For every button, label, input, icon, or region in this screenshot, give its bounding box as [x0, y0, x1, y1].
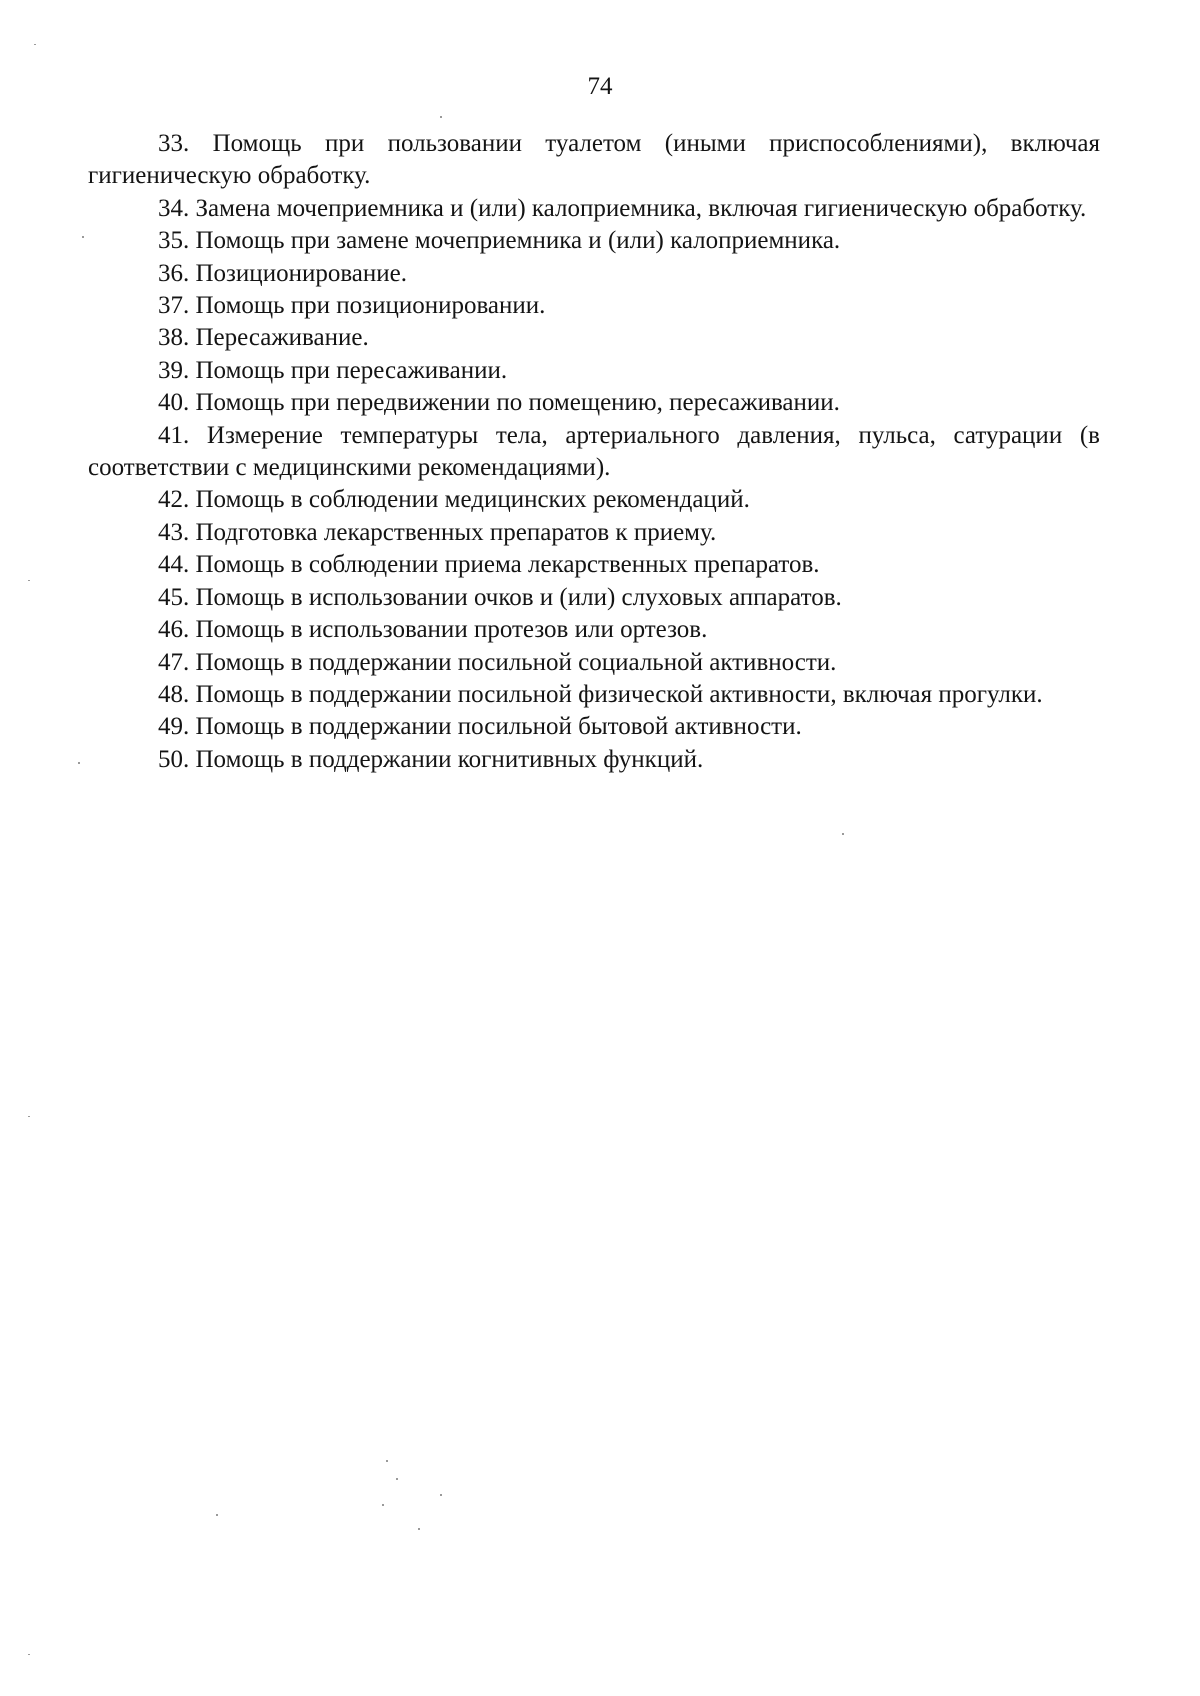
scan-speck	[386, 1460, 388, 1462]
list-item: 34. Замена мочеприемника и (или) калоприемника, включая гигиеническую обработку.	[158, 194, 1087, 222]
list-item: 44. Помощь в соблюдении приема лекарственных препаратов.	[158, 551, 820, 579]
list-item: 38. Пересаживание.	[158, 324, 369, 352]
scan-speck	[440, 116, 442, 118]
scan-speck	[418, 1528, 420, 1530]
list-item: 49. Помощь в поддержании посильной бытовой активности.	[158, 713, 802, 741]
scan-speck	[82, 236, 84, 238]
scan-speck	[216, 1514, 218, 1516]
scan-speck	[78, 762, 80, 764]
list-item: 40. Помощь при передвижении по помещению, пересаживании.	[158, 389, 840, 417]
list-item: 46. Помощь в использовании протезов или ортезов.	[158, 616, 708, 644]
scan-speck	[842, 833, 844, 835]
list-item: 43. Подготовка лекарственных препаратов к приему.	[158, 518, 717, 546]
list-item: 39. Помощь при пересаживании.	[158, 356, 508, 384]
list-item: 35. Помощь при замене мочеприемника и (или) калоприемника.	[158, 227, 841, 255]
scan-speck	[28, 580, 30, 581]
list-item: 50. Помощь в поддержании когнитивных функций.	[158, 745, 704, 773]
list-item: 33. Помощь при пользовании туалетом (иными приспособлениями), включая гигиеническую обработку.	[88, 130, 1100, 190]
list-item: 47. Помощь в поддержании посильной социальной активности.	[158, 648, 837, 676]
scan-speck	[28, 1654, 30, 1655]
list-item: 36. Позиционирование.	[158, 259, 407, 287]
list-item: 41. Измерение температуры тела, артериального давления, пульса, сатурации (в соответствии с медицинскими рекомендациями).	[88, 421, 1100, 482]
scan-speck	[396, 1478, 398, 1480]
document-body	[88, 128, 1100, 776]
list-item: 42. Помощь в соблюдении медицинских рекомендаций.	[158, 486, 750, 514]
list-item: 45. Помощь в использовании очков и (или) слуховых аппаратов.	[158, 583, 842, 611]
scan-speck	[28, 1116, 30, 1117]
scan-speck	[34, 44, 36, 45]
scan-speck	[440, 1494, 442, 1496]
scan-speck	[382, 1504, 384, 1506]
page-number: 74	[587, 73, 613, 100]
list-item: 37. Помощь при позиционировании.	[158, 292, 546, 320]
list-item: 48. Помощь в поддержании посильной физической активности, включая прогулки.	[158, 680, 1043, 708]
